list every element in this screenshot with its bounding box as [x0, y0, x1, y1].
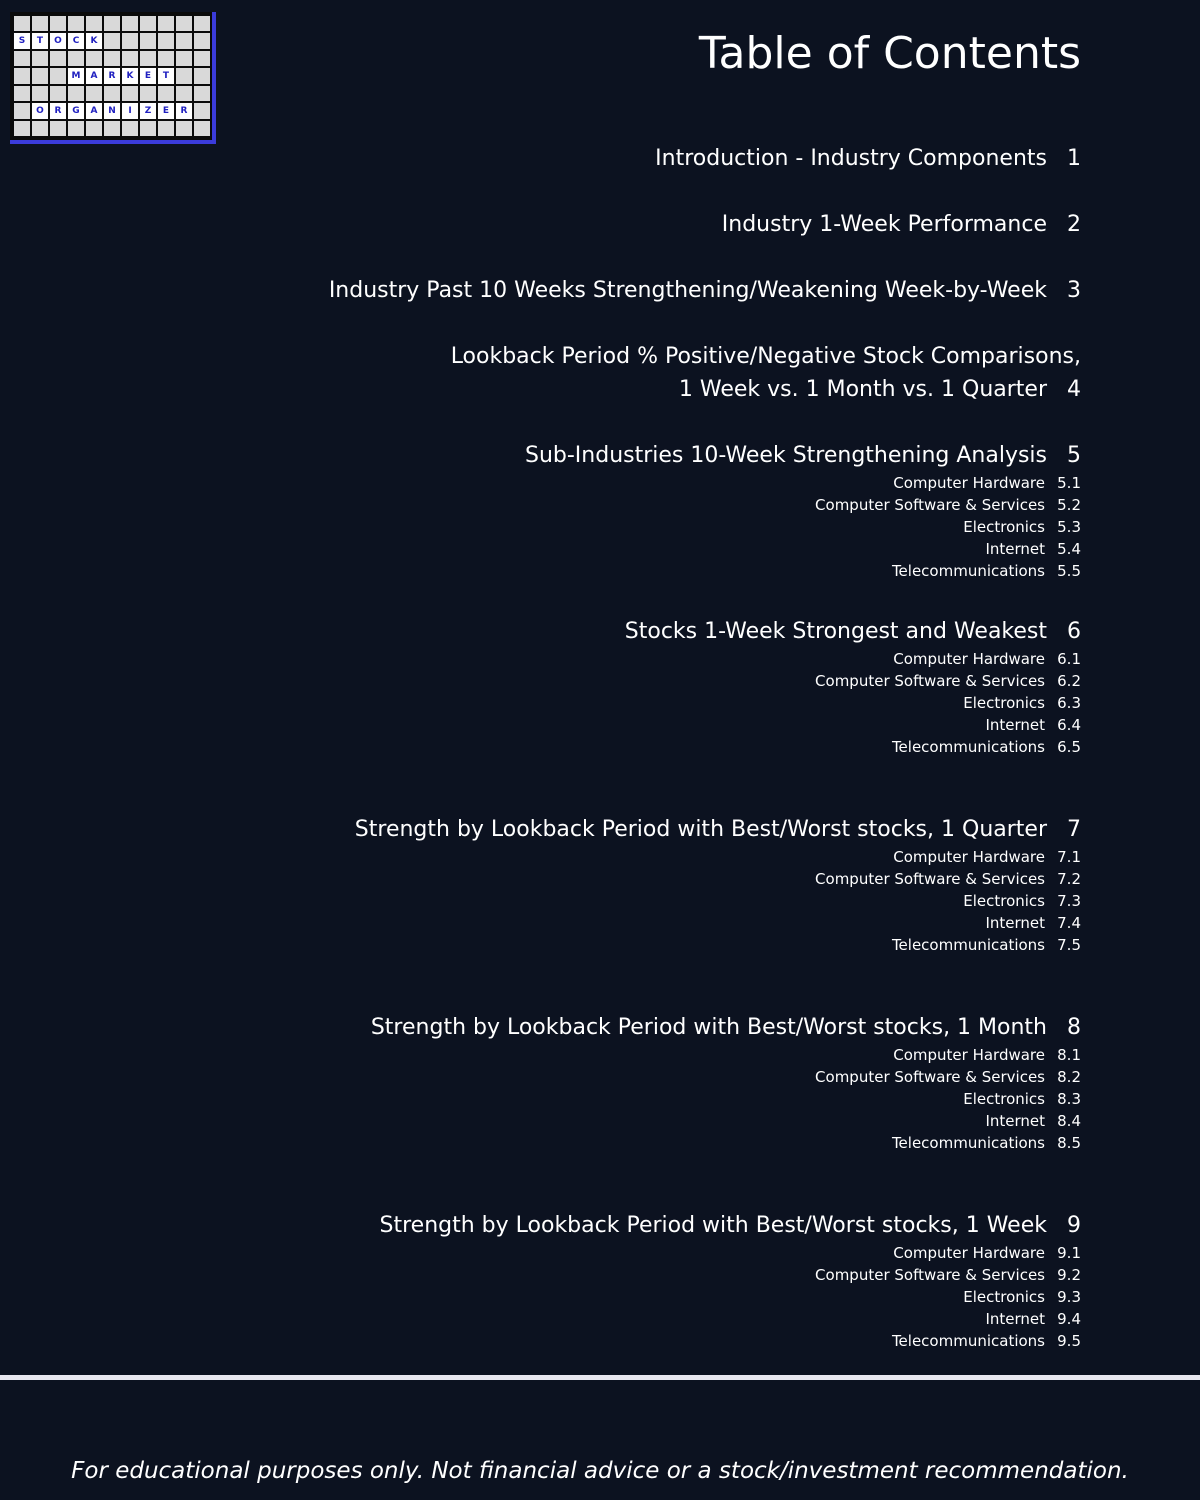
toc-entry-page-number: 4 — [1067, 377, 1081, 402]
toc-entry-label: Strength by Lookback Period with Best/Worst stocks, 1 Quarter — [354, 817, 1047, 842]
toc-subentry-label: Computer Hardware — [893, 1244, 1045, 1262]
logo-cell — [68, 51, 84, 66]
toc-entry[interactable] — [329, 274, 1081, 307]
logo-cell: R — [176, 103, 192, 118]
toc-subentry-label: Internet — [985, 914, 1045, 932]
toc-entry-page-number: 5 — [1067, 443, 1081, 468]
logo-cell — [104, 16, 120, 31]
logo-cell — [140, 51, 156, 66]
logo-cell — [158, 86, 174, 101]
logo-cell: O — [50, 33, 66, 48]
logo-cell — [140, 86, 156, 101]
logo-cell — [176, 86, 192, 101]
toc-subentry[interactable] — [625, 714, 1081, 736]
toc-entry-label-line1: Lookback Period % Positive/Negative Stock Comparisons, — [450, 344, 1081, 369]
toc-subentry-number: 6.5 — [1057, 738, 1081, 756]
toc-subentry-number: 7.4 — [1057, 914, 1081, 932]
logo-cell: N — [104, 103, 120, 118]
logo-cell — [140, 121, 156, 136]
logo-cell — [158, 33, 174, 48]
toc-subentry-number: 8.5 — [1057, 1134, 1081, 1152]
toc-subentry-label: Telecommunications — [891, 738, 1045, 756]
toc-subentry-label: Computer Hardware — [893, 1046, 1045, 1064]
page-title: Table of Contents — [698, 28, 1081, 79]
toc-subentry[interactable] — [525, 516, 1081, 538]
toc-subentry[interactable] — [355, 890, 1081, 912]
toc-subentry-label: Internet — [985, 1310, 1045, 1328]
logo-cell: R — [50, 103, 66, 118]
logo-cell: T — [32, 33, 48, 48]
logo-cell — [176, 33, 192, 48]
toc-entry-page-number: 1 — [1067, 146, 1081, 171]
logo-cell — [14, 121, 30, 136]
toc-subentry-label: Electronics — [963, 518, 1045, 536]
toc-subentry-label: Telecommunications — [891, 1332, 1045, 1350]
toc-entry-page-number: 3 — [1067, 278, 1081, 303]
toc-entry[interactable] — [355, 813, 1081, 956]
toc-subentry-label: Electronics — [963, 1090, 1045, 1108]
logo-cell — [194, 86, 210, 101]
toc-entry-label: Strength by Lookback Period with Best/Worst stocks, 1 Month — [370, 1015, 1047, 1040]
logo-cell: M — [68, 68, 84, 83]
logo-cell — [104, 33, 120, 48]
logo-cell — [158, 16, 174, 31]
toc-subentry[interactable] — [355, 912, 1081, 934]
toc-subentry-label: Computer Hardware — [893, 474, 1045, 492]
logo-cell: R — [104, 68, 120, 83]
logo-cell — [176, 121, 192, 136]
toc-entry[interactable] — [371, 1011, 1081, 1154]
toc-subentry-number: 5.1 — [1057, 474, 1081, 492]
logo-cell — [122, 33, 138, 48]
toc-entry[interactable] — [525, 439, 1081, 582]
toc-subentry-number: 5.2 — [1057, 496, 1081, 514]
logo-cell — [32, 16, 48, 31]
toc-subentry-number: 8.4 — [1057, 1112, 1081, 1130]
toc-subentry[interactable] — [355, 868, 1081, 890]
toc-subentry-number: 7.5 — [1057, 936, 1081, 954]
logo-cell: I — [122, 103, 138, 118]
toc-subentry-label: Internet — [985, 540, 1045, 558]
toc-entry-label: Sub-Industries 10-Week Strengthening Analysis — [525, 443, 1047, 468]
toc-subentry[interactable] — [355, 934, 1081, 956]
toc-subentry-number: 5.5 — [1057, 562, 1081, 580]
toc-entry[interactable] — [451, 340, 1081, 406]
toc-subentry-number: 9.2 — [1057, 1266, 1081, 1284]
logo-cell: K — [122, 68, 138, 83]
toc-subentry-number: 6.4 — [1057, 716, 1081, 734]
toc-subentry[interactable] — [625, 736, 1081, 758]
toc-subentry-label: Electronics — [963, 892, 1045, 910]
logo-cell — [86, 86, 102, 101]
logo-cell — [86, 121, 102, 136]
logo-cell — [122, 121, 138, 136]
logo-cell: E — [140, 68, 156, 83]
toc-subentry-number: 7.3 — [1057, 892, 1081, 910]
toc-subentry-number: 7.2 — [1057, 870, 1081, 888]
logo-cell — [194, 16, 210, 31]
toc-subentry[interactable] — [525, 560, 1081, 582]
logo-cell: A — [86, 68, 102, 83]
toc-subentry[interactable] — [371, 1044, 1081, 1066]
toc-entry-page-number: 8 — [1067, 1015, 1081, 1040]
logo-cell — [14, 86, 30, 101]
toc-subentry[interactable] — [380, 1330, 1081, 1352]
logo-cell — [176, 51, 192, 66]
logo-cell — [194, 121, 210, 136]
toc-subentry-number: 6.1 — [1057, 650, 1081, 668]
logo-cell — [86, 16, 102, 31]
logo-cell — [176, 16, 192, 31]
logo-cell: K — [86, 33, 102, 48]
logo-cell: O — [32, 103, 48, 118]
toc-subentry[interactable] — [355, 846, 1081, 868]
logo-cell — [14, 51, 30, 66]
logo-cell — [50, 121, 66, 136]
logo-cell — [32, 86, 48, 101]
toc-subentry-label: Telecommunications — [891, 936, 1045, 954]
toc-subentry-number: 5.3 — [1057, 518, 1081, 536]
logo-cell — [14, 16, 30, 31]
toc-subentry-number: 6.2 — [1057, 672, 1081, 690]
logo-cell — [50, 86, 66, 101]
logo-cell — [122, 16, 138, 31]
toc-subentry-number: 9.4 — [1057, 1310, 1081, 1328]
toc-entry[interactable] — [625, 615, 1081, 758]
logo-cell: T — [158, 68, 174, 83]
toc-subentry[interactable] — [625, 648, 1081, 670]
logo-cell — [122, 86, 138, 101]
logo-cell: S — [14, 33, 30, 48]
logo-cell — [140, 16, 156, 31]
logo-cell — [14, 103, 30, 118]
logo-cell — [32, 51, 48, 66]
logo-cell: G — [68, 103, 84, 118]
logo-cell: C — [68, 33, 84, 48]
logo-cell — [140, 33, 156, 48]
logo-cell — [14, 68, 30, 83]
toc-subentry-number: 9.1 — [1057, 1244, 1081, 1262]
toc-subentry-label: Computer Software & Services — [815, 672, 1045, 690]
toc-entry[interactable] — [380, 1209, 1081, 1352]
toc-subentry-label: Telecommunications — [891, 1134, 1045, 1152]
logo-cell — [194, 33, 210, 48]
toc-subentry-number: 8.1 — [1057, 1046, 1081, 1064]
toc-entry[interactable] — [655, 142, 1081, 175]
logo-cell — [50, 68, 66, 83]
toc-subentry-label: Computer Software & Services — [815, 1266, 1045, 1284]
logo-cell — [32, 68, 48, 83]
toc-subentry[interactable] — [380, 1286, 1081, 1308]
toc-subentry-label: Computer Software & Services — [815, 496, 1045, 514]
toc-subentry-label: Telecommunications — [891, 562, 1045, 580]
toc-subentry[interactable] — [525, 472, 1081, 494]
toc-entry-page-number: 2 — [1067, 212, 1081, 237]
toc-entry-page-number: 9 — [1067, 1213, 1081, 1238]
toc-entry[interactable] — [722, 208, 1081, 241]
toc-subentry[interactable] — [380, 1242, 1081, 1264]
toc-subentry[interactable] — [371, 1066, 1081, 1088]
logo-letter-grid — [14, 16, 210, 136]
logo-cell — [194, 51, 210, 66]
toc-subentry-number: 5.4 — [1057, 540, 1081, 558]
logo-cell — [122, 51, 138, 66]
toc-entry-page-number: 6 — [1067, 619, 1081, 644]
logo-cell — [176, 68, 192, 83]
logo-cell — [32, 121, 48, 136]
toc-subentry[interactable] — [380, 1308, 1081, 1330]
toc-subentry-label: Electronics — [963, 1288, 1045, 1306]
toc-subentry-number: 9.3 — [1057, 1288, 1081, 1306]
toc-subentry-number: 8.3 — [1057, 1090, 1081, 1108]
toc-entry-label: Stocks 1-Week Strongest and Weakest — [624, 619, 1047, 644]
toc-entry-label: Industry Past 10 Weeks Strengthening/Weakening Week-by-Week — [328, 278, 1047, 303]
logo-cell: Z — [140, 103, 156, 118]
toc-entry-label: Strength by Lookback Period with Best/Worst stocks, 1 Week — [379, 1213, 1047, 1238]
toc-subentry[interactable] — [625, 692, 1081, 714]
toc-subentry[interactable] — [525, 494, 1081, 516]
footer-divider — [0, 1375, 1200, 1380]
logo-cell — [68, 121, 84, 136]
toc-subentry-number: 7.1 — [1057, 848, 1081, 866]
toc-subentry-number: 8.2 — [1057, 1068, 1081, 1086]
logo-cell: A — [86, 103, 102, 118]
logo-cell — [194, 68, 210, 83]
toc-subentry-label: Internet — [985, 1112, 1045, 1130]
logo-cell — [86, 51, 102, 66]
disclaimer-text: For educational purposes only. Not financial advice or a stock/investment recommendation. — [71, 1458, 1129, 1484]
logo-cell — [104, 121, 120, 136]
toc-subentry[interactable] — [371, 1132, 1081, 1154]
stock-market-organizer-logo — [10, 12, 216, 144]
logo-cell — [158, 121, 174, 136]
logo-cell — [68, 16, 84, 31]
toc-subentry-label: Internet — [985, 716, 1045, 734]
toc-subentry-label: Computer Software & Services — [815, 870, 1045, 888]
toc-entry-label: Industry 1-Week Performance — [721, 212, 1047, 237]
logo-cell — [194, 103, 210, 118]
toc-entry-label: Introduction - Industry Components — [655, 146, 1047, 171]
toc-subentry-number: 6.3 — [1057, 694, 1081, 712]
logo-cell — [50, 51, 66, 66]
logo-cell — [104, 51, 120, 66]
logo-cell — [50, 16, 66, 31]
toc-subentry[interactable] — [525, 538, 1081, 560]
toc-subentry[interactable] — [380, 1264, 1081, 1286]
toc-subentry-label: Computer Hardware — [893, 650, 1045, 668]
toc-subentry-label: Computer Software & Services — [815, 1068, 1045, 1086]
logo-cell — [68, 86, 84, 101]
toc-entry-page-number: 7 — [1067, 817, 1081, 842]
toc-subentry-number: 9.5 — [1057, 1332, 1081, 1350]
toc-subentry[interactable] — [625, 670, 1081, 692]
logo-cell — [158, 51, 174, 66]
logo-cell: E — [158, 103, 174, 118]
logo-cell — [104, 86, 120, 101]
toc-subentry-label: Computer Hardware — [893, 848, 1045, 866]
toc-subentry-label: Electronics — [963, 694, 1045, 712]
toc-entry-label: 1 Week vs. 1 Month vs. 1 Quarter — [678, 377, 1047, 402]
toc-subentry[interactable] — [371, 1088, 1081, 1110]
toc-subentry[interactable] — [371, 1110, 1081, 1132]
